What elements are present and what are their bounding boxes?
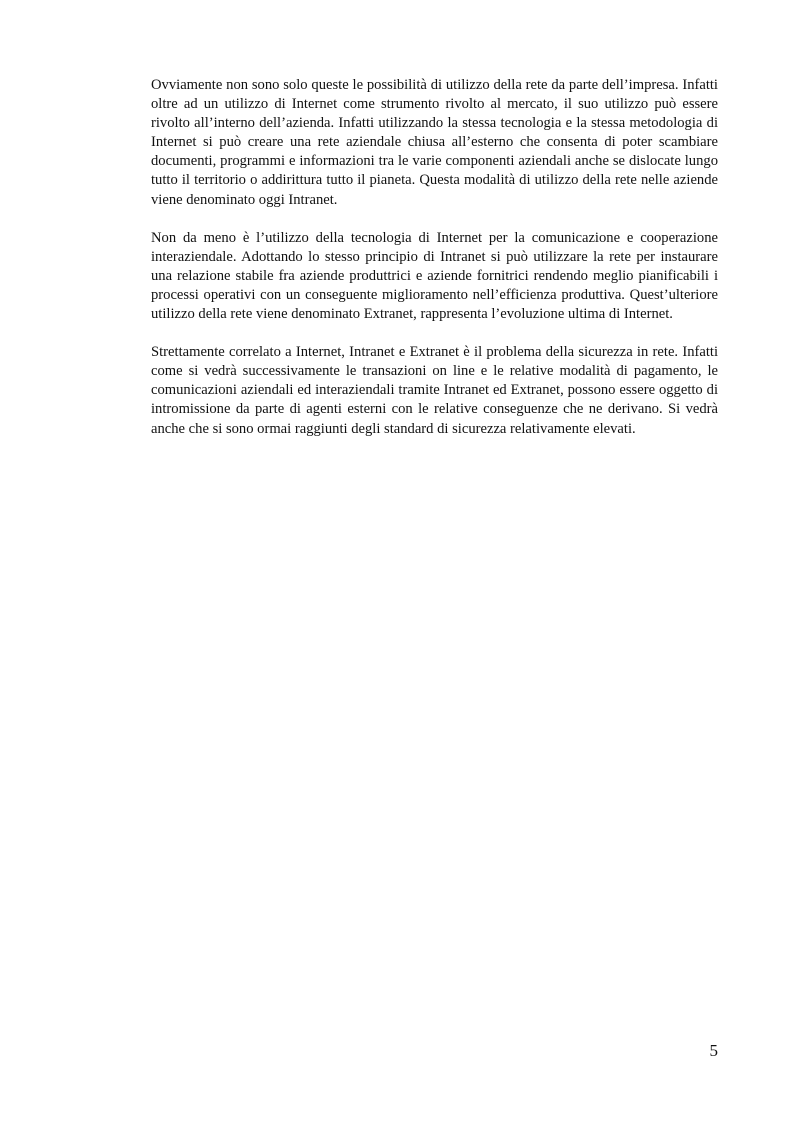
paragraph-extranet: Non da meno è l’utilizzo della tecnologia di Internet per la comunicazione e cooperazione interaziendale. Adottando lo stesso principio di Intranet si può utilizzare la rete per instaurare una relazione stabile fra aziende produttrici e aziende fornitrici rendendo meglio pianificabili i processi operativi con un conseguente miglioramento nell’efficienza produttiva. Quest’ulteriore utilizzo della rete viene denominato Extranet, rappresenta l’evoluzione ultima di Internet. — [151, 229, 718, 323]
body-text — [151, 76, 718, 458]
page-number: 5 — [709, 1041, 718, 1060]
paragraph-intranet: Ovviamente non sono solo queste le possibilità di utilizzo della rete da parte dell’impresa. Infatti oltre ad un utilizzo di Internet come strumento rivolto al mercato, il suo utilizzo può essere rivolto all’interno dell’azienda. Infatti utilizzando la stessa tecnologia e la stessa metodologia di Internet si può creare una rete aziendale chiusa all’esterno che consenta di poter scambiare documenti, programmi e informazioni tra le varie componenti aziendali anche se dislocate lungo tutto il territorio o addirittura tutto il pianeta. Questa modalità di utilizzo della rete nelle aziende viene denominato oggi Intranet. — [151, 77, 718, 208]
paragraph-sicurezza: Strettamente correlato a Internet, Intranet e Extranet è il problema della sicurezza in rete. Infatti come si vedrà successivamente le transazioni on line e le relative modalità di pagamento, le comunicazioni aziendali ed interaziendali tramite Intranet ed Extranet, possono essere oggetto di intromissione da parte di agenti esterni con le relative conseguenze che ne derivano. Si vedrà anche che si sono ormai raggiunti degli standard di sicurezza relativamente elevati. — [151, 344, 718, 437]
